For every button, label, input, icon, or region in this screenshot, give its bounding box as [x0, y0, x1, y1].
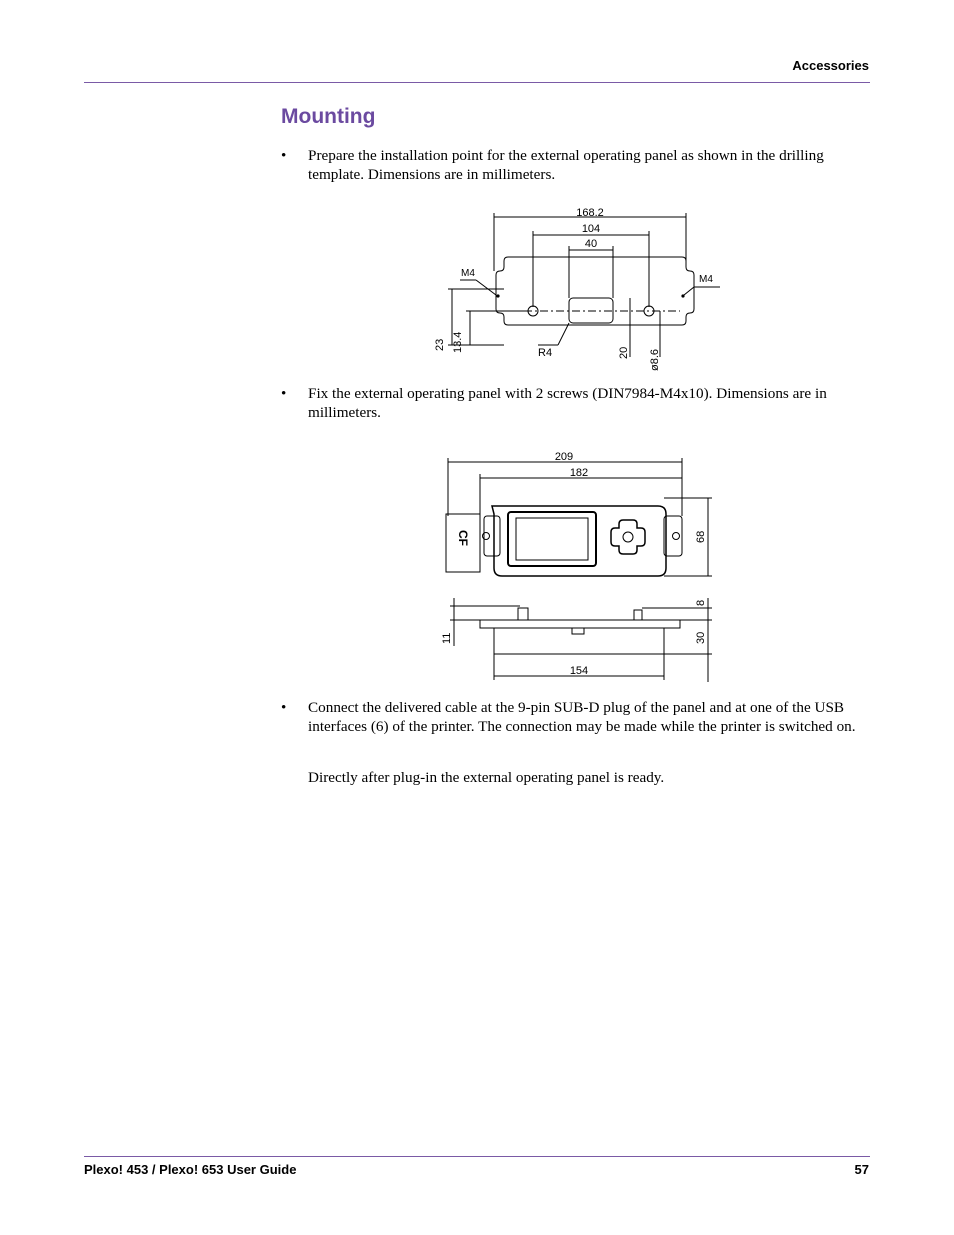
- cf-label: CF: [456, 530, 470, 546]
- dim-cutout-label: 40: [584, 238, 598, 250]
- dim-height-label: 68: [695, 530, 707, 543]
- bullet-symbol: •: [281, 699, 287, 716]
- side-view-tab: [572, 628, 584, 634]
- dim-total-label: 168.2: [576, 207, 604, 219]
- radius-label: R4: [538, 347, 553, 359]
- side-view-flange: [480, 620, 680, 628]
- dim-hole-dia-label: ø8.6: [649, 348, 661, 371]
- bullet-text: Fix the external operating panel with 2 screws (DIN7984-M4x10). Dimensions are in millimeters.: [308, 385, 827, 421]
- dim-side-thickness-label: 11: [441, 632, 453, 644]
- bullet-text: Connect the delivered cable at the 9-pin SUB-D plug of the panel and at one of the USB interfaces (6) of the printer. The connection may be made while the printer is switched on.: [308, 699, 856, 735]
- side-view-knob-right: [634, 610, 642, 620]
- display-frame: [508, 512, 596, 566]
- header-section-label: Accessories: [792, 58, 869, 73]
- dim-body-label: 154: [569, 665, 589, 677]
- page-number: 57: [854, 1162, 869, 1177]
- dim-total-label: 209: [554, 451, 574, 463]
- bullet-item: [281, 384, 871, 422]
- drilling-template-figure: [430, 205, 722, 375]
- mount-tab-left: [484, 516, 500, 556]
- dim-offset-label: 13.4: [452, 331, 464, 353]
- section-title: Mounting: [281, 105, 376, 128]
- navigation-keypad: [611, 520, 645, 554]
- drilling-template-drawing: [430, 205, 722, 375]
- dim-holes-label: 104: [581, 223, 601, 235]
- dim-cutout-height-label: 20: [618, 346, 630, 359]
- note-paragraph: Directly after plug-in the external operating panel is ready.: [308, 769, 665, 786]
- dim-height-label: 23: [434, 338, 446, 351]
- side-view-knob-left: [518, 608, 528, 620]
- bullet-text: Prepare the installation point for the external operating panel as shown in the drilling template. Dimensions are in millimeters.: [308, 147, 824, 183]
- panel-dimensions-figure: [436, 446, 720, 686]
- mount-hole-right: [673, 533, 680, 540]
- bullet-item: [281, 698, 871, 736]
- dim-top-label: 8: [695, 599, 707, 606]
- display-screen: [516, 518, 588, 560]
- bullet-symbol: •: [281, 147, 287, 164]
- keypad-centre-button: [623, 532, 633, 542]
- footer-guide-title: Plexo! 453 / Plexo! 653 User Guide: [84, 1162, 297, 1177]
- panel-dimensions-drawing: [436, 446, 720, 686]
- bullet-item: [281, 146, 871, 184]
- side-view-body: [494, 628, 664, 654]
- template-outline: [496, 257, 694, 325]
- m4-right-label: M4: [699, 274, 713, 285]
- footer-rule: [84, 1156, 870, 1157]
- m4-left-label: M4: [461, 268, 475, 279]
- header-rule: [84, 82, 870, 83]
- dim-inner-label: 182: [569, 467, 589, 479]
- dim-depth-label: 30: [695, 631, 707, 644]
- bullet-symbol: •: [281, 385, 287, 402]
